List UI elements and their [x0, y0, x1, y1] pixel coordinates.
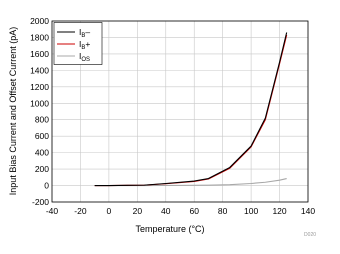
- x-tick-label: 120: [272, 206, 287, 216]
- y-axis-ticks: [30, 16, 49, 207]
- x-tick-label: 60: [189, 206, 199, 216]
- x-tick-label: -20: [74, 206, 87, 216]
- legend-label: $I_{OS}$: [79, 51, 91, 63]
- legend-label: $I_B-$: [79, 27, 91, 39]
- y-tick-label: 1400: [30, 65, 49, 76]
- x-tick-label: 40: [161, 206, 171, 216]
- y-tick-label: 2000: [30, 16, 49, 26]
- figure-code: D020: [304, 232, 316, 238]
- y-tick-label: -200: [31, 197, 49, 207]
- x-axis-ticks: [46, 206, 316, 216]
- x-tick-label: 140: [300, 206, 316, 216]
- y-tick-label: 1000: [30, 98, 49, 109]
- y-tick-label: 800: [34, 114, 49, 125]
- x-axis-label: Temperature (°C): [135, 224, 205, 234]
- x-tick-label: 20: [132, 206, 143, 216]
- y-tick-label: 400: [34, 147, 49, 158]
- legend: [54, 23, 102, 65]
- y-tick-label: 0: [44, 180, 49, 191]
- y-axis-label: Input Bias Current and Offset Current (pA): [8, 26, 18, 196]
- x-tick-label: 80: [217, 206, 228, 216]
- y-tick-label: 1800: [30, 32, 49, 43]
- y-tick-label: 1600: [30, 48, 49, 59]
- legend-label: $I_B+$: [79, 39, 91, 51]
- y-tick-label: 600: [34, 131, 49, 142]
- x-tick-label: 0: [106, 206, 112, 216]
- y-tick-label: 1200: [30, 81, 49, 92]
- x-tick-label: 100: [244, 206, 259, 216]
- y-tick-label: 200: [34, 164, 49, 175]
- x-tick-label: -40: [45, 206, 59, 216]
